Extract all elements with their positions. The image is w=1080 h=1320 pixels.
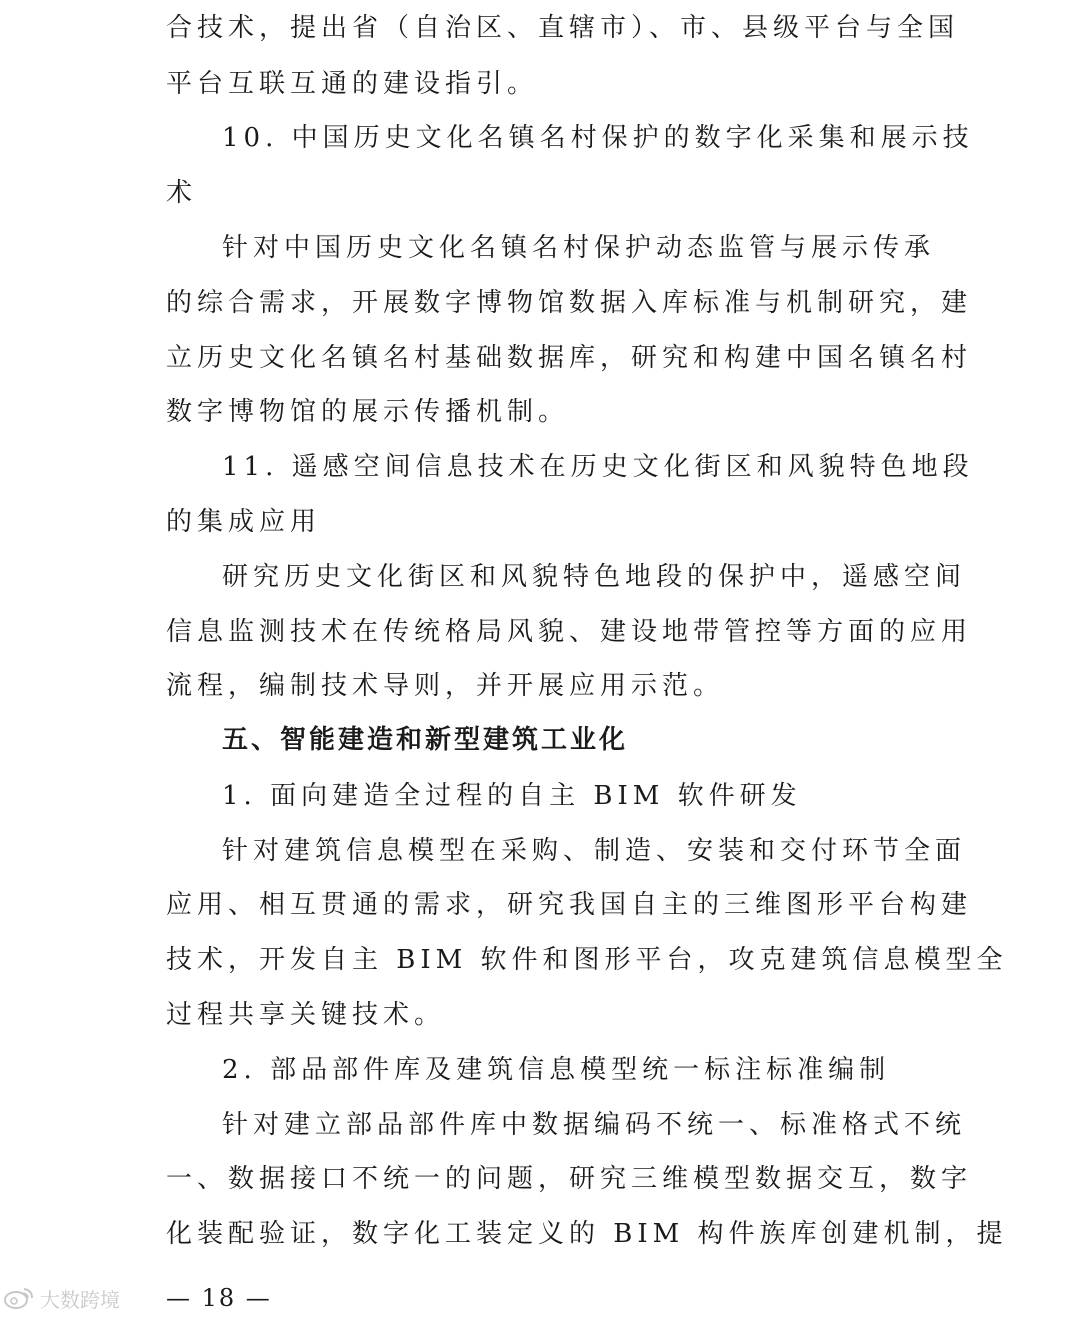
weibo-logo-icon (2, 1284, 36, 1312)
body-text-line: 立历史文化名镇名村基础数据库，研究和构建中国名镇名村 (166, 343, 973, 373)
page-footer (0, 1280, 1080, 1320)
body-text-line: 技术，开发自主 BIM 软件和图形平台，攻克建筑信息模型全 (166, 945, 1008, 975)
body-text-line: 数字博物馆的展示传播机制。 (166, 397, 570, 427)
watermark-text: 大数跨境 (40, 1287, 120, 1312)
body-text-line: 针对中国历史文化名镇名村保护动态监管与展示传承 (222, 233, 936, 263)
body-text-line: 平台互联互通的建设指引。 (166, 69, 539, 99)
subsection-title: 1. 面向建造全过程的自主 BIM 软件研发 (222, 781, 802, 811)
body-text-line: 合技术，提出省（自治区、直辖市）、市、县级平台与全国 (166, 13, 960, 43)
body-text-line: 信息监测技术在传统格局风貌、建设地带管控等方面的应用 (166, 617, 973, 647)
section-heading: 五、智能建造和新型建筑工业化 (222, 725, 629, 755)
watermark (2, 1280, 120, 1316)
body-text-line: 的综合需求，开展数字博物馆数据入库标准与机制研究，建 (166, 288, 973, 318)
body-text-line: 研究历史文化街区和风貌特色地段的保护中，遥感空间 (222, 562, 967, 592)
body-text-line: 过程共享关键技术。 (166, 1000, 446, 1030)
subsection-title: 11. 遥感空间信息技术在历史文化街区和风貌特色地段 (222, 452, 974, 482)
body-text-line: 一、数据接口不统一的问题，研究三维模型数据交互，数字 (166, 1164, 973, 1194)
subsection-title-continued: 的集成应用 (166, 507, 322, 537)
body-text-line: 应用、相互贯通的需求，研究我国自主的三维图形平台构建 (166, 890, 973, 920)
body-text-line: 针对建筑信息模型在采购、制造、安装和交付环节全面 (222, 836, 967, 866)
body-text-line: 化装配验证，数字化工装定义的 BIM 构件族库创建机制，提 (166, 1219, 1008, 1249)
subsection-title: 10. 中国历史文化名镇名村保护的数字化采集和展示技 (222, 123, 974, 153)
body-text-line: 针对建立部品部件库中数据编码不统一、标准格式不统 (222, 1110, 967, 1140)
subsection-title: 2. 部品部件库及建筑信息模型统一标注标准编制 (222, 1055, 891, 1085)
body-text-line: 流程，编制技术导则，并开展应用示范。 (166, 671, 725, 701)
page-number: — 18 — (166, 1284, 272, 1312)
subsection-title-continued: 术 (166, 178, 198, 208)
